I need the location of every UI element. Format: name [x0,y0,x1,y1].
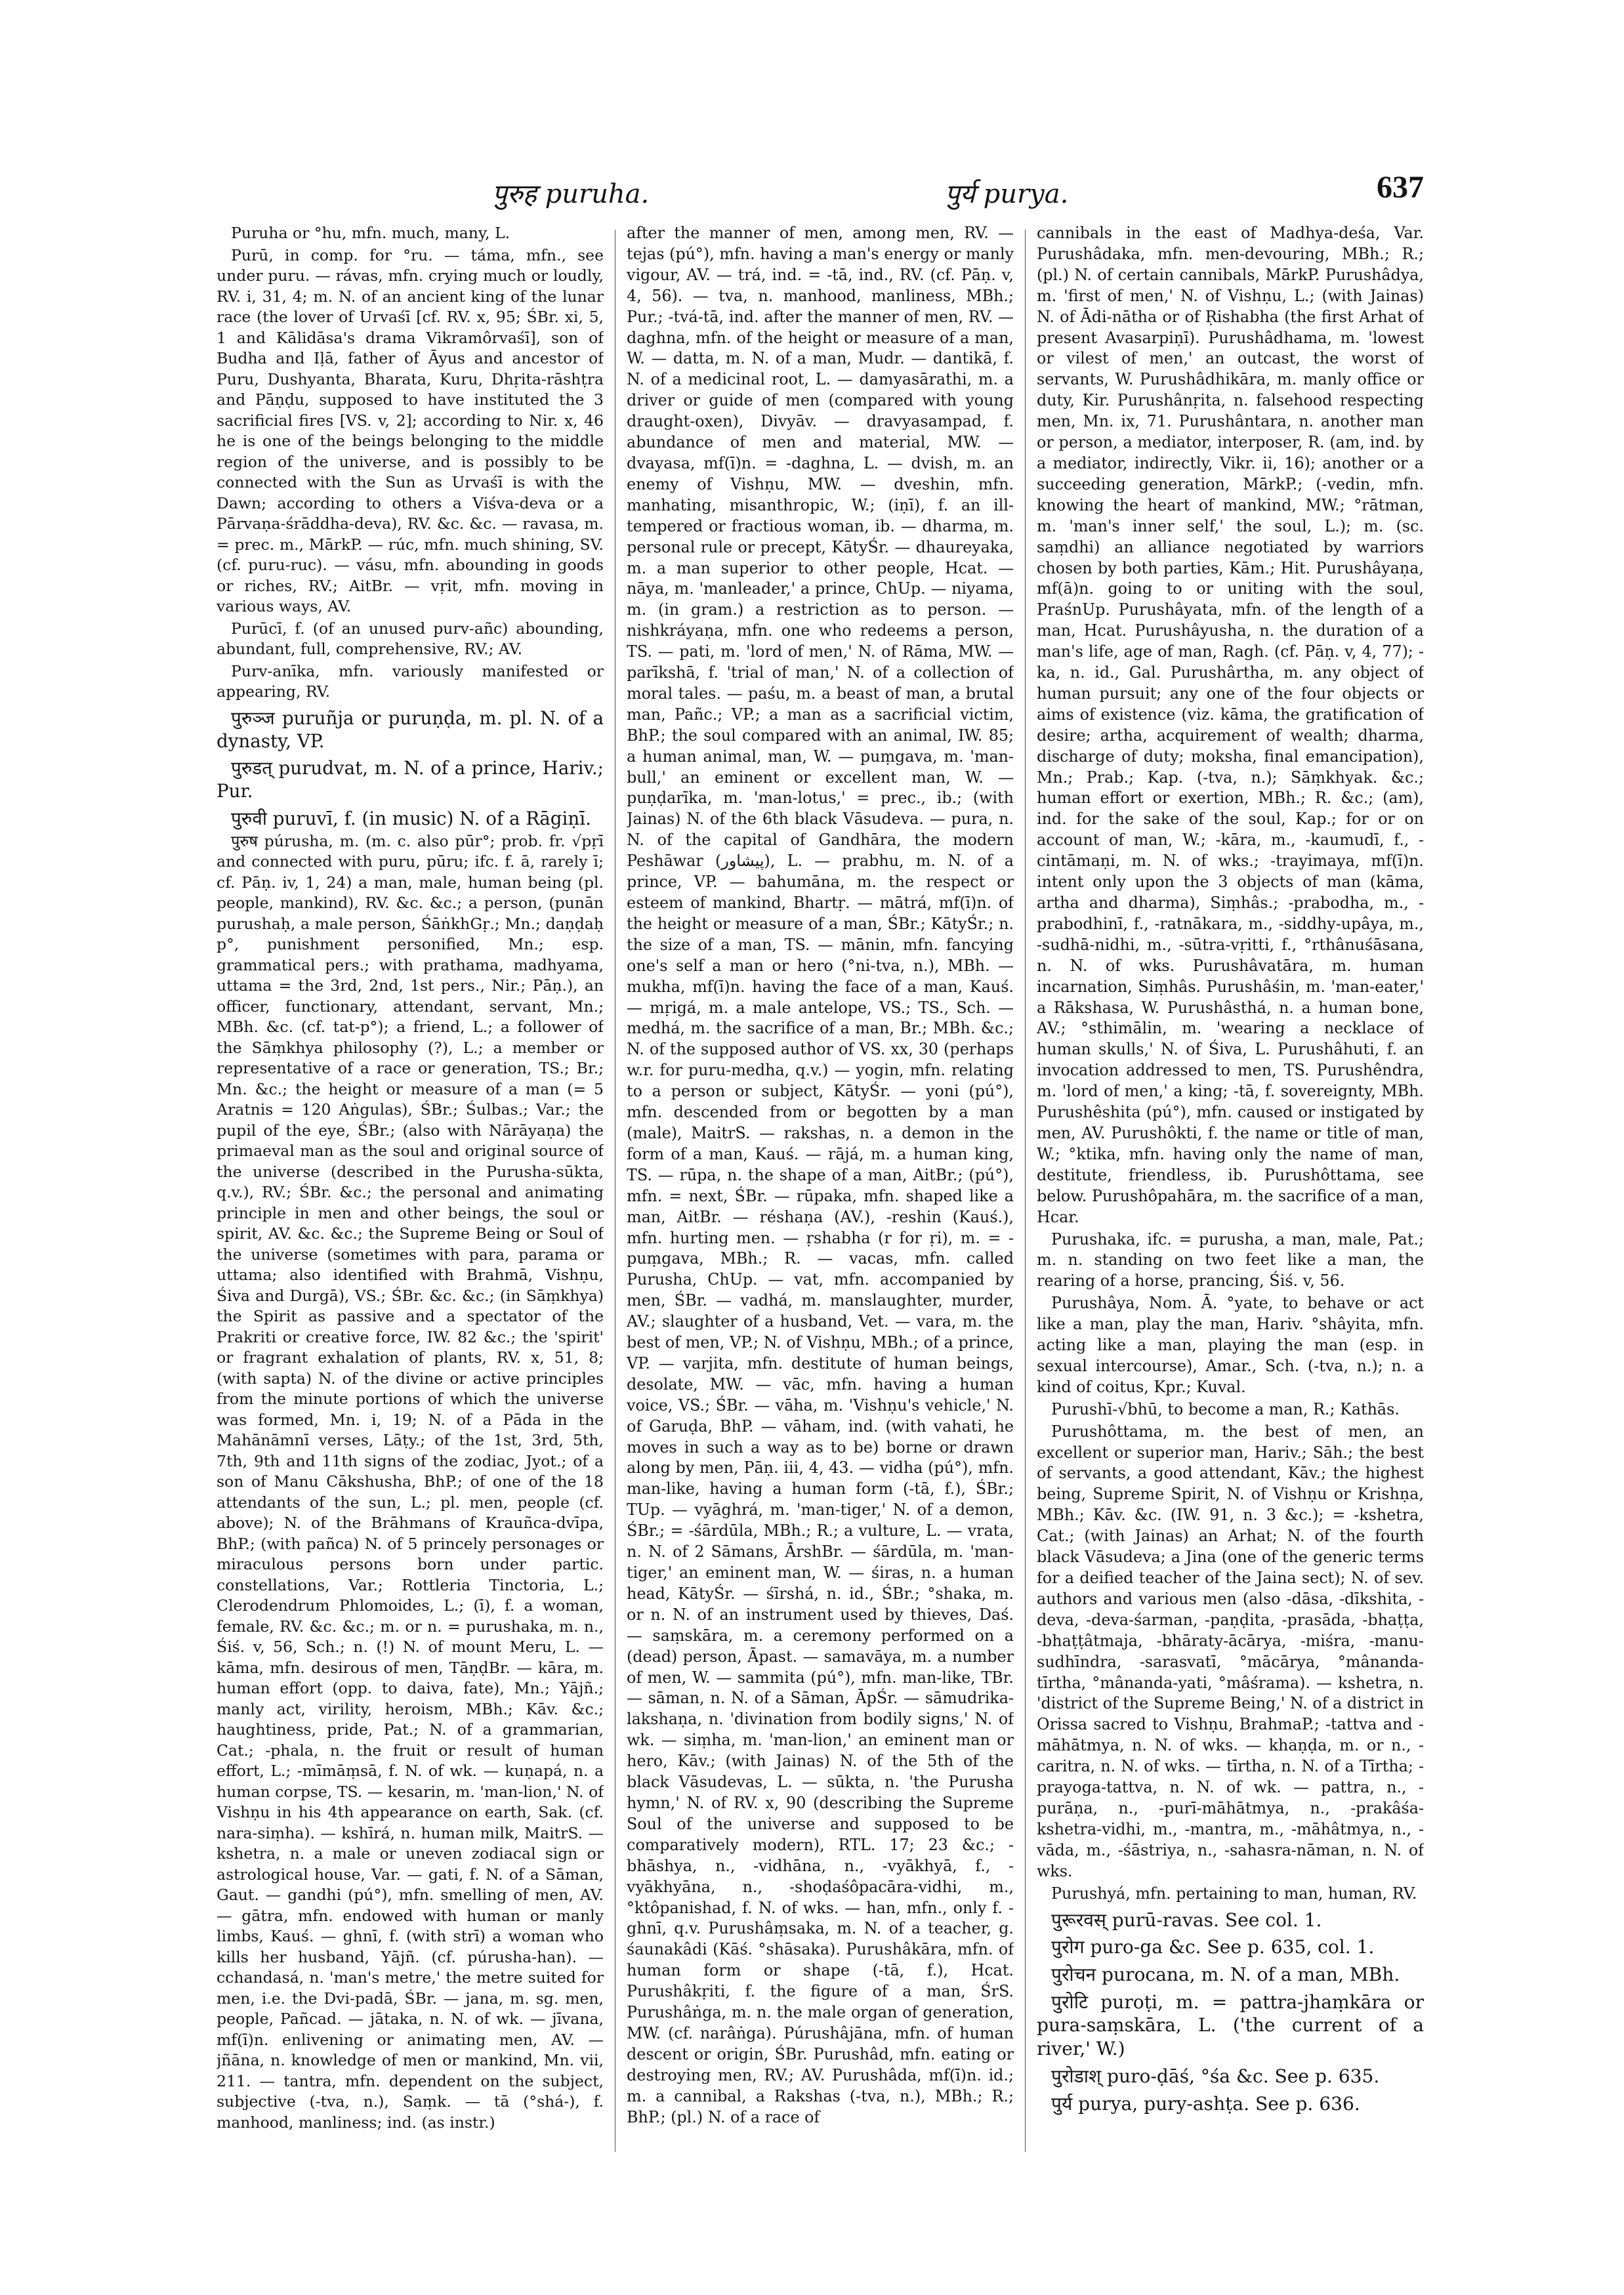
text-columns [217,223,1424,2159]
running-head [217,169,1424,215]
dictionary-entry: पुरुडत् purudvat, m. N. of a prince, Hariv.; Pur. [217,757,604,802]
column-divider [1025,230,1026,2152]
dictionary-entry: Purv-anīka, mfn. variously manifested or appearing, RV. [217,661,604,701]
dictionary-entry: पुरुञ्ज puruñja or puruṇḍa, m. pl. N. of a dynasty, VP. [217,707,604,752]
dictionary-entry: Purushâya, Nom. Ā. °yate, to behave or act like a man, play the man, Hariv. °shâyita, mfn. acting like a man, playing the man (esp. in sexual intercourse), Amar., Sch. (-tva, n.); n. a kind of coitus, Kpr.; Kuval. [1037,1294,1424,1396]
dictionary-entry: पुर्य purya, pury-ashṭa. See p. 636. [1051,2092,1360,2115]
dictionary-entry: Purushyá, mfn. pertaining to man, human, RV. [1051,1884,1417,1903]
column-2 [627,223,1014,2159]
dictionary-entry: पुरूरवस् purū-ravas. See col. 1. [1051,1909,1322,1931]
dictionary-entry: पुरुवी puruvī, f. (in music) N. of a Rāgiṇī. [231,807,591,829]
dictionary-entry: cannibals in the east of Madhya-deśa, Var. Purushâdaka, mfn. men-devouring, MBh.; R.; (pl.) N. of certain cannibals, MārkP. Purushâdya, m. 'first of men,' N. of Vishṇu, L.; (with Jainas) N. of Ādi-nātha or of Ṛishabha (the first Arhat of present Avasarpiṇī). Purushâdhama, m. 'lowest or vilest of men,' an outcast, the worst of servants, W. Purushâdhikāra, m. manly office or duty, Kir. Purushânṛita, n. falsehood respecting men, Mn. ix, 71. Purushântara, n. another man or person, a mediator, interposer, R. (am, ind. by a mediator, indirectly, Vikr. ii, 16); another or a succeeding generation, MārkP.; (-vedin, mfn. knowing the heart of mankind, MW.; °rātman, m. 'man's inner self,' the soul, L.); m. (sc. saṃdhi) an alliance negotiated by warriors chosen by both parties, Kām.; Hit. Purushâyaṇa, mf(ā)n. going to or uniting with the soul, PraśnUp. Purushâyata, mfn. of the length of a man, Hcat. Purushâyusha, n. the duration of a man's life, age of man, Ragh. (cf. Pāṇ. v, 4, 77); -ka, n. id., Gal. Purushârtha, m. any object of human pursuit; any one of the four objects or aims of existence (viz. kāma, the gratification of desire; artha, acquirement of wealth; dharma, discharge of duty; moksha, final emancipation), Mn.; Prab.; Kap. (-tva, n.); Sāṃkhyak. &c.; human effort or exertion, MBh.; R. &c.; (am), ind. for the sake of the soul, Kap.; for or on account of man, W.; -kāra, m., -kaumudī, f., -cintāmaṇi, m. N. of wks.; -trayimaya, mf(ī)n. intent only upon the 3 objects of man (kāma, artha and dharma), Siṃhâs.; -prabodha, m., -prabodhinī, f., -ratnākara, m., -siddhy-upâya, m., -sudhā-nidhi, m., -sūtra-vṛitti, f., °rthânuśāsana, n. N. of wks. Purushâvatāra, m. human incarnation, Siṃhâs. Purushâśin, m. 'man-eater,' a Rākshasa, W. Purushâsthá, n. a human bone, AV.; °sthimālin, m. 'wearing a necklace of human skulls,' N. of Śiva, L. Purushâhuti, f. an invocation addressed to men, TS. Purushêndra, m. 'lord of men,' a king; -tā, f. sovereignty, MBh. Purushêshita (pú°), mfn. caused or instigated by men, AV. Purushôkti, f. the name or title of man, W.; °ktika, mfn. having only the name of man, destitute, friendless, ib. Purushôttama, see below. Purushôpahāra, m. the sacrifice of a man, Hcar. [1037,224,1424,1226]
dictionary-entry: Purushaka, ifc. = purusha, a man, male, Pat.; m. n. standing on two feet like a man, the rearing of a horse, prancing, Śiś. v, 56. [1037,1230,1424,1291]
dictionary-entry: पुरोडाश् puro-ḍāś, °śa &c. See p. 635. [1051,2065,1380,2087]
dictionary-entry: पुरोचन purocana, m. N. of a man, MBh. [1051,1963,1400,1985]
dictionary-entry: after the manner of men, among men, RV. — tejas (pú°), mfn. having a man's energy or manly vigour, AV. — trá, ind. = -tā, ind., RV. (cf. Pāṇ. v, 4, 56). — tva, n. manhood, manliness, MBh.; Pur.; -tvá-tā, ind. after the manner of men, RV. — daghna, mfn. of the height or measure of a man, W. — datta, m. N. of a man, Mudr. — dantikā, f. N. of a medicinal root, L. — damyasārathi, m. a driver or guide of men (compared with young draught-oxen), Divyāv. — dravyasampad, f. abundance of men and material, MW. — dvayasa, mf(ī)n. = -daghna, L. — dvish, m. an enemy of Vishṇu, MW. — dveshin, mfn. manhating, misanthropic, W.; (iṇī), f. an ill-tempered or fractious woman, ib. — dharma, m. personal rule or precept, KātyŚr. — dhaureyaka, m. a man superior to other people, Hcat. — nāya, m. 'manleader,' a prince, ChUp. — niyama, m. (in gram.) a restriction as to person. — nishkráyaṇa, mfn. one who redeems a person, TS. — pati, m. 'lord of men,' N. of Rāma, MW. — parīkshā, f. 'trial of man,' N. of a collection of moral tales. — paśu, m. a beast of man, a brutal man, Pañc.; VP.; a man as a sacrificial victim, BhP.; the soul compared with an animal, IW. 85; a human animal, man, W. — puṃgava, m. 'man-bull,' an eminent or excellent man, W. — puṇḍarīka, m. 'man-lotus,' = prec., ib.; (with Jainas) N. of the 6th black Vāsudeva. — pura, n. N. of the capital of Gandhāra, the modern Peshāwar (پيشاور), L. — prabhu, m. N. of a prince, VP. — bahumāna, m. the respect or esteem of mankind, Bhartṛ. — mātrá, mf(ī)n. of the height or measure of a man, ŚBr.; KātyŚr.; n. the size of a man, TS. — mānin, mfn. fancying one's self a man or hero (°ni-tva, n.), MBh. — mukha, mf(ī)n. having the face of a man, Kauś. — mṛigá, m. a male antelope, VS.; TS., Sch. — medhá, m. the sacrifice of a man, Br.; MBh. &c.; N. of the supposed author of VS. xx, 30 (perhaps w.r. for puru-medha, q.v.) — yogin, mfn. relating to a person or subject, KātyŚr. — yoni (pú°), mfn. descended from or begotten by a man (male), MaitrS. — rakshas, n. a demon in the form of a man, Kauś. — rājá, m. a human king, TS. — rūpa, n. the shape of a man, AitBr.; (pú°), mfn. = next, ŚBr. — rūpaka, mfn. shaped like a man, AitBr. — réshaṇa (AV.), -reshin (Kauś.), mfn. hurting men. — ṛshabha (r for ṛi), m. = -puṃgava, MBh.; R. — vacas, mfn. called Purusha, ChUp. — vat, mfn. accompanied by men, ŚBr. — vadhá, m. manslaughter, murder, AV.; slaughter of a husband, Vet. — vara, m. the best of men, VP.; N. of Vishṇu, MBh.; of a prince, VP. — varjita, mfn. destitute of human beings, desolate, MW. — vāc, mfn. having a human voice, VS.; ŚBr. — vāha, m. 'Vishṇu's vehicle,' N. of Garuḍa, BhP. — vāham, ind. (with vahati, he moves in such a way as to be) borne or drawn along by men, Pāṇ. iii, 4, 43. — vidha (pú°), mfn. man-like, having a human form (-tā, f.), ŚBr.; TUp. — vyāghrá, m. 'man-tiger,' N. of a demon, ŚBr.; = -śārdūla, MBh.; R.; a vulture, L. — vrata, n. N. of 2 Sāmans, ĀrshBr. — śārdūla, m. 'man-tiger,' an eminent man, W. — śiras, n. a human head, KātyŚr. — śīrshá, n. id., ŚBr.; °shaka, m. or n. N. of an instrument used by thieves, Daś. — saṃskāra, m. a ceremony performed on a (dead) person, Āpast. — samavāya, m. a number of men, W. — sammita (pú°), mfn. man-like, TBr. — sāman, n. N. of a Sāman, ĀpŚr. — sāmudrika-lakshaṇa, n. 'divination from bodily signs,' N. of wk. — siṃha, m. 'man-lion,' an eminent man or hero, Kāv.; (with Jainas) N. of the 5th of the black Vāsudevas, L. — sūkta, n. 'the Purusha hymn,' N. of RV. x, 90 (describing the Supreme Soul of the universe and supposed to be comparatively modern), RTL. 17; 23 &c.; -bhāshya, n., -vidhāna, n., -vyākhyā, f., -vyākhyāna, n., -shoḍaśôpacāra-vidhi, m., °ktôpanishad, f. N. of wks. — han, mfn., only f. -ghnī, q.v. Purushâṃsaka, m. N. of a teacher, g. śaunakâdi (Kāś. °shāsaka). Purushâkāra, mfn. of human form or shape (-tā, f.), Hcat. Purushâkṛiti, f. the figure of a man, ŚrS. Purushâṅga, m. n. the male organ of generation, MW. (cf. narâṅga). Púrushâjāna, mfn. of human descent or origin, ŚBr. Purushâd, mfn. eating or destroying men, RV.; AV. Purushâda, mf(ī)n. id.; m. a cannibal, a Rakshas (-tva, n.), MBh.; R.; BhP.; (pl.) N. of a race of [627,224,1014,2126]
column-1 [217,223,604,2159]
dictionary-entry: Purushôttama, m. the best of men, an excellent or superior man, Hariv.; Sāh.; the best of servants, a good attendant, Kāv.; the highest being, Supreme Spirit, N. of Vishṇu or Krishṇa, MBh.; Kāv. &c. (IW. 91, n. 3 &c.); = -kshetra, Cat.; (with Jainas) an Arhat; N. of the fourth black Vāsudeva; a Jina (one of the generic terms for a deified teacher of the Jaina sect); N. of sev. authors and various men (also -dāsa, -dīkshita, -deva, -deva-śarman, -paṇḍita, -prasāda, -bhaṭṭa, -bhaṭṭâtmaja, -bhāraty-ācārya, -miśra, -manu-sudhīndra, -sarasvatī, °mācārya, °mânanda-tīrtha, °mânanda-yati, °mâśrama). — kshetra, n. 'district of the Supreme Being,' N. of a district in Orissa sacred to Vishṇu, BrahmaP.; -tattva and -māhātmya, n. N. of wks. — khaṇḍa, m. or n., -caritra, n. N. of wks. — tīrtha, n. N. of a Tīrtha; -prayoga-tattva, n. N. of wk. — pattra, n., -purāṇa, n., -purī-māhātmya, n., -prakâśa-kshetra-vidhi, m., -mantra, m., -māhâtmya, n., -vāda, m., -śāstriya, n., -sahasra-nāman, n. N. of wks. [1037,1422,1424,1880]
dictionary-entry: Purū, in comp. for °ru. — táma, mfn., see under puru. — rávas, mfn. crying much or loudly, RV. i, 31, 4; m. N. of an ancient king of the lunar race (the lover of Urvaśī [cf. RV. x, 95; ŚBr. xi, 5, 1 and Kālidāsa's drama Vikramôrvaśī], son of Budha and Iḷā, father of Āyus and ancestor of Puru, Dushyanta, Bharata, Kuru, Dhṛita-rāshṭra and Pāṇḍu, supposed to have instituted the 3 sacrificial fires [VS. v, 2]; according to Nir. x, 46 he is one of the beings belonging to the middle region of the universe, and is possibly to be connected with the Sun as Urvaśī is with the Dawn; according to others a Viśva-deva or a Pārvaṇa-śrāddha-deva), RV. &c. &c. — ravasa, m. = prec. m., MārkP. — rúc, mfn. much shining, SV. (cf. puru-ruc). — vásu, mfn. abounding in goods or riches, RV.; AitBr. — vṛit, mfn. moving in various ways, AV. [217,245,604,615]
dictionary-entry: पुरोटि puroṭi, m. = pattra-jhaṃkāra or pura-saṃskāra, L. ('the current of a river,' W.) [1037,1991,1424,2060]
dictionary-entry: पुरुष púrusha, m. (m. c. also pūr°; prob. fr. √pṛī and connected with puru, pūru; ifc. f. ā, rarely ī; cf. Pāṇ. iv, 1, 24) a man, male, human being (pl. people, mankind), RV. &c. &c.; a person, (punān purushaḥ, a male person, ŚāṅkhGṛ.; Mn.; daṇḍaḥ p°, punishment personified, Mn.; esp. grammatical pers.; with prathama, madhyama, uttama = the 3rd, 2nd, 1st pers., Nir.; Pāṇ.), an officer, functionary, attendant, servant, Mn.; MBh. &c. (cf. tat-p°); a friend, L.; a follower of the Sāṃkhya philosophy (?), L.; a member or representative of a race or generation, TS.; Br.; Mn. &c.; the height or measure of a man (= 5 Aratnis = 120 Aṅgulas), ŚBr.; Śulbas.; Var.; the pupil of the eye, ŚBr.; (also with Nārāyaṇa) the primaeval man as the soul and original source of the universe (described in the Purusha-sūkta, q.v.), RV.; ŚBr. &c.; the personal and animating principle in men and other beings, the soul or spirit, AV. &c. &c.; the Supreme Being or Soul of the universe (sometimes with para, parama or uttama; also identified with Brahmā, Vishṇu, Śiva and Durgā), VS.; ŚBr. &c. &c.; (in Sāṃkhya) the Spirit as passive and a spectator of the Prakriti or creative force, IW. 82 &c.; the 'spirit' or fragrant exhalation of plants, RV. x, 51, 8; (with sapta) N. of the divine or active principles from the minute portions of which the universe was formed, Mn. i, 19; N. of a Pāda in the Mahānāmnī verses, Lāṭy.; of the 1st, 3rd, 5th, 7th, 9th and 11th signs of the zodiac, Jyot.; of a son of Manu Cākshusha, BhP.; of one of the 18 attendants of the sun, L.; pl. men, people (cf. above); N. of the Brāhmans of Krauñca-dvīpa, BhP.; (with pañca) N. of 5 princely personages or miraculous persons born under partic. constellations, Var.; Rottleria Tinctoria, L.; Clerodendrum Phlomoides, L.; (ī), f. a woman, female, RV. &c. &c.; m. or n. = purushaka, m. n., Śiś. v, 56, Sch.; n. (!) N. of mount Meru, L. — kāma, mfn. desirous of men, TāṇḍBr. — kāra, m. human effort (opp. to daiva, fate), Mn.; Yājñ.; manly act, virility, heroism, MBh.; Kāv. &c.; haughtiness, pride, Pat.; N. of a grammarian, Cat.; -phala, n. the fruit or result of human effort, L.; -mīmāṃsā, f. N. of wk. — kuṇapá, n. a human corpse, TS. — kesarin, m. 'man-lion,' N. of Vishṇu in his 4th appearance on earth, Sak. (cf. nara-siṃha). — kshīrá, n. human milk, MaitrS. — kshetra, n. a male or uneven zodiacal sign or astrological house, Var. — gati, f. N. of a Sāman, Gaut. — gandhi (pú°), mfn. smelling of men, AV. — gātra, mfn. endowed with human or manly limbs, Kauś. — ghnī, f. (with strī) a woman who kills her husband, Yājñ. (cf. púrusha-han). — cchandasá, n. 'man's metre,' the metre suited for men, i.e. the Dvi-padā, ŚBr. — jana, m. sg. men, people, Pañcad. — jātaka, n. N. of wk. — jīvana, mf(ī)n. enlivening or animating men, AV. — jñāna, n. knowledge of men or mankind, Mn. vii, 211. — tantra, mfn. dependent on the subject, subjective (-tva, n.), Saṃk. — tā (°shá-), f. manhood, manliness; ind. (as instr.) [217,831,604,2132]
running-head-left: पुरुह puruha. [492,179,650,209]
dictionary-entry: पुरोग puro-ga &c. See p. 635, col. 1. [1051,1936,1375,1958]
page-number: 637 [1377,170,1424,205]
dictionary-entry: Puruha or °hu, mfn. much, many, L. [231,224,510,242]
dictionary-entry: Purūcī, f. (of an unused purv-añc) abounding, abundant, full, comprehensive, RV.; AV. [217,619,604,658]
dictionary-entry: Purushī-√bhū, to become a man, R.; Kathās. [1051,1399,1400,1418]
running-head-middle: पुर्य purya. [945,179,1069,209]
column-3 [1037,223,1424,2159]
